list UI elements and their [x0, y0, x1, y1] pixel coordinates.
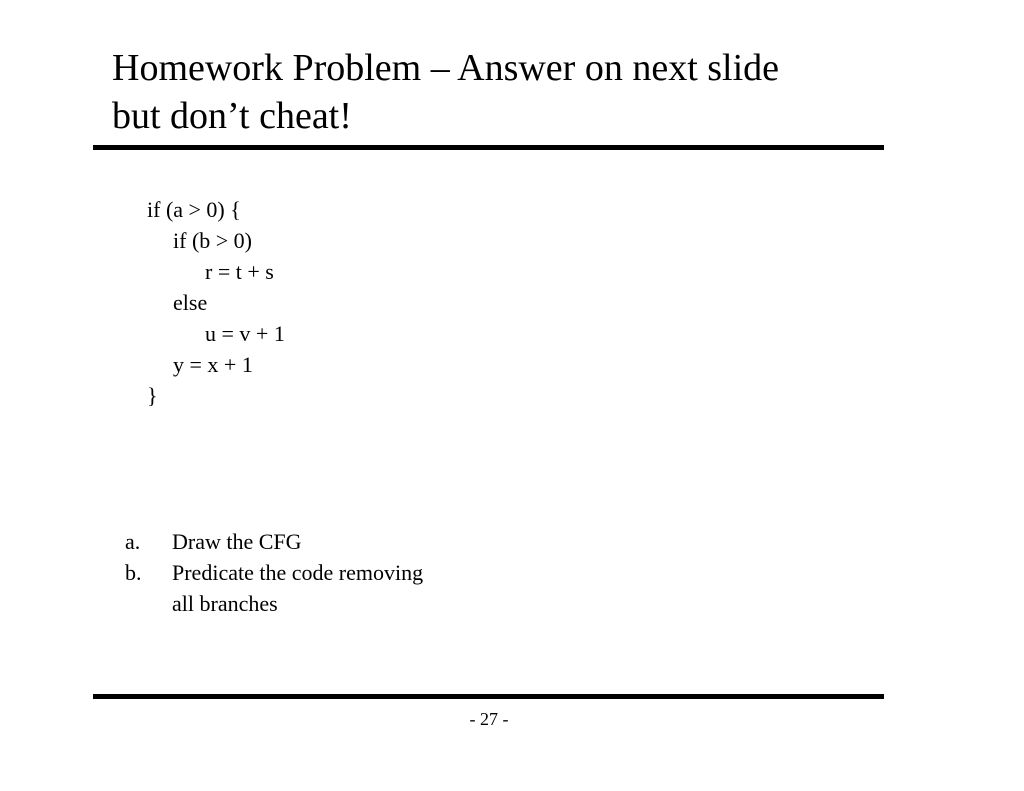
slide-title-line-1: Homework Problem – Answer on next slide — [112, 47, 780, 89]
task-marker: a. — [125, 529, 141, 554]
code-line: r = t + s — [205, 259, 274, 284]
code-line: u = v + 1 — [205, 321, 285, 346]
code-line: } — [147, 383, 158, 408]
code-line: y = x + 1 — [173, 352, 253, 377]
code-line: if (b > 0) — [173, 228, 252, 253]
task-item-draw-cfg — [125, 526, 423, 557]
code-line: else — [173, 290, 208, 315]
top-divider — [93, 145, 884, 150]
code-block — [147, 194, 285, 411]
page-number: - 27 - — [469, 709, 509, 729]
slide-title — [112, 44, 892, 140]
task-text: Predicate the code removing — [172, 560, 424, 585]
task-marker: b. — [125, 560, 142, 585]
task-list — [125, 526, 423, 619]
task-text-continued: all branches — [172, 591, 278, 616]
code-line: if (a > 0) { — [147, 197, 241, 222]
task-item-predicate-code — [125, 557, 423, 619]
task-text: Draw the CFG — [172, 529, 302, 554]
slide-title-line-2: but don’t cheat! — [112, 95, 352, 137]
bottom-divider — [93, 694, 884, 699]
